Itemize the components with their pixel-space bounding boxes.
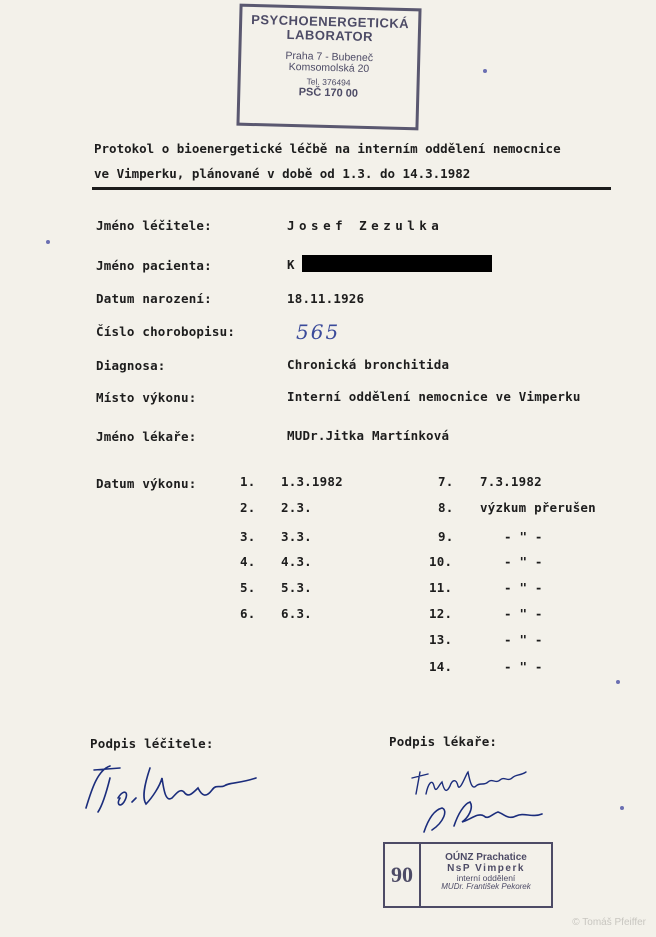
doctor-label: Jméno lékaře: (96, 429, 197, 444)
date-number: 4. (240, 554, 256, 569)
date-number: 8. (438, 500, 454, 515)
redaction-bar (302, 255, 492, 272)
date-value: - " - (504, 659, 543, 674)
date-value: - " - (504, 554, 543, 569)
healer-value: Josef Zezulka (287, 218, 444, 233)
date-number: 2. (240, 500, 256, 515)
stamp-line: Praha 7 - Bubeneč (285, 49, 374, 64)
patient-value: K (287, 257, 295, 272)
date-value: 1.3.1982 (281, 474, 343, 489)
date-number: 9. (438, 529, 454, 544)
date-number: 6. (240, 606, 256, 621)
diagnosis-value: Chronická bronchitida (287, 357, 450, 372)
date-number: 10. (429, 554, 453, 569)
paper-speck (620, 806, 624, 810)
place-value: Interní oddělení nemocnice ve Vimperku (287, 389, 581, 404)
date-value: výzkum přerušen (480, 500, 596, 515)
healer-signature (80, 758, 270, 822)
healer-signature-label: Podpis léčitele: (90, 736, 214, 751)
date-value: 5.3. (281, 580, 312, 595)
date-value: 4.3. (281, 554, 312, 569)
copyright-notice: © Tomáš Pfeiffer (572, 917, 646, 928)
hospital-stamp (383, 842, 553, 908)
date-number: 12. (429, 606, 453, 621)
document-title (94, 136, 624, 186)
doctor-signature (408, 764, 548, 840)
patient-label: Jméno pacienta: (96, 258, 212, 273)
date-value: - " - (504, 632, 543, 647)
title-line: Protokol o bioenergetické léčbě na interním oddělení nemocnice (94, 141, 561, 156)
dates-label: Datum výkonu: (96, 476, 197, 491)
date-value: 2.3. (281, 500, 312, 515)
paper-speck (616, 680, 620, 684)
date-number: 3. (240, 529, 256, 544)
stamp-line: PSYCHOENERGETICKÁ (251, 11, 410, 32)
paper-speck (46, 240, 50, 244)
paper-speck (483, 69, 487, 73)
date-value: - " - (504, 529, 543, 544)
date-number: 14. (429, 659, 453, 674)
stamp-line: NsP Vimperk (447, 863, 525, 874)
record-label: Číslo chorobopisu: (96, 324, 236, 339)
doctor-value: MUDr.Jitka Martínková (287, 428, 450, 443)
stamp-line: OÚNZ Prachatice (445, 852, 527, 863)
date-value: 7.3.1982 (480, 474, 542, 489)
date-value: - " - (504, 580, 543, 595)
diagnosis-label: Diagnosa: (96, 358, 166, 373)
stamp-line: LABORATOR (286, 27, 374, 45)
laboratory-stamp (236, 4, 421, 131)
date-value: 6.3. (281, 606, 312, 621)
doctor-signature-label: Podpis lékaře: (389, 734, 498, 749)
date-value: 3.3. (281, 529, 312, 544)
stamp-line: MUDr. František Pekorek (441, 882, 531, 892)
title-line: ve Vimperku, plánované v době od 1.3. do 14.3.1982 (94, 166, 471, 181)
date-number: 7. (438, 474, 454, 489)
birth-value: 18.11.1926 (287, 291, 365, 306)
stamp-line: Tel. 376494 (306, 76, 351, 88)
record-value-handwritten: 565 (296, 320, 341, 344)
stamp-line: interní oddělení (456, 873, 516, 883)
date-number: 5. (240, 580, 256, 595)
stamp-line: Komsomolská 20 (288, 61, 370, 76)
healer-label: Jméno léčitele: (96, 218, 212, 233)
stamp-number: 90 (385, 844, 421, 906)
birth-label: Datum narození: (96, 291, 212, 306)
date-number: 11. (429, 580, 453, 595)
date-number: 1. (240, 474, 256, 489)
place-label: Místo výkonu: (96, 390, 197, 405)
title-divider (92, 187, 611, 190)
date-value: - " - (504, 606, 543, 621)
date-number: 13. (429, 632, 453, 647)
stamp-line: PSČ 170 00 (298, 86, 359, 100)
